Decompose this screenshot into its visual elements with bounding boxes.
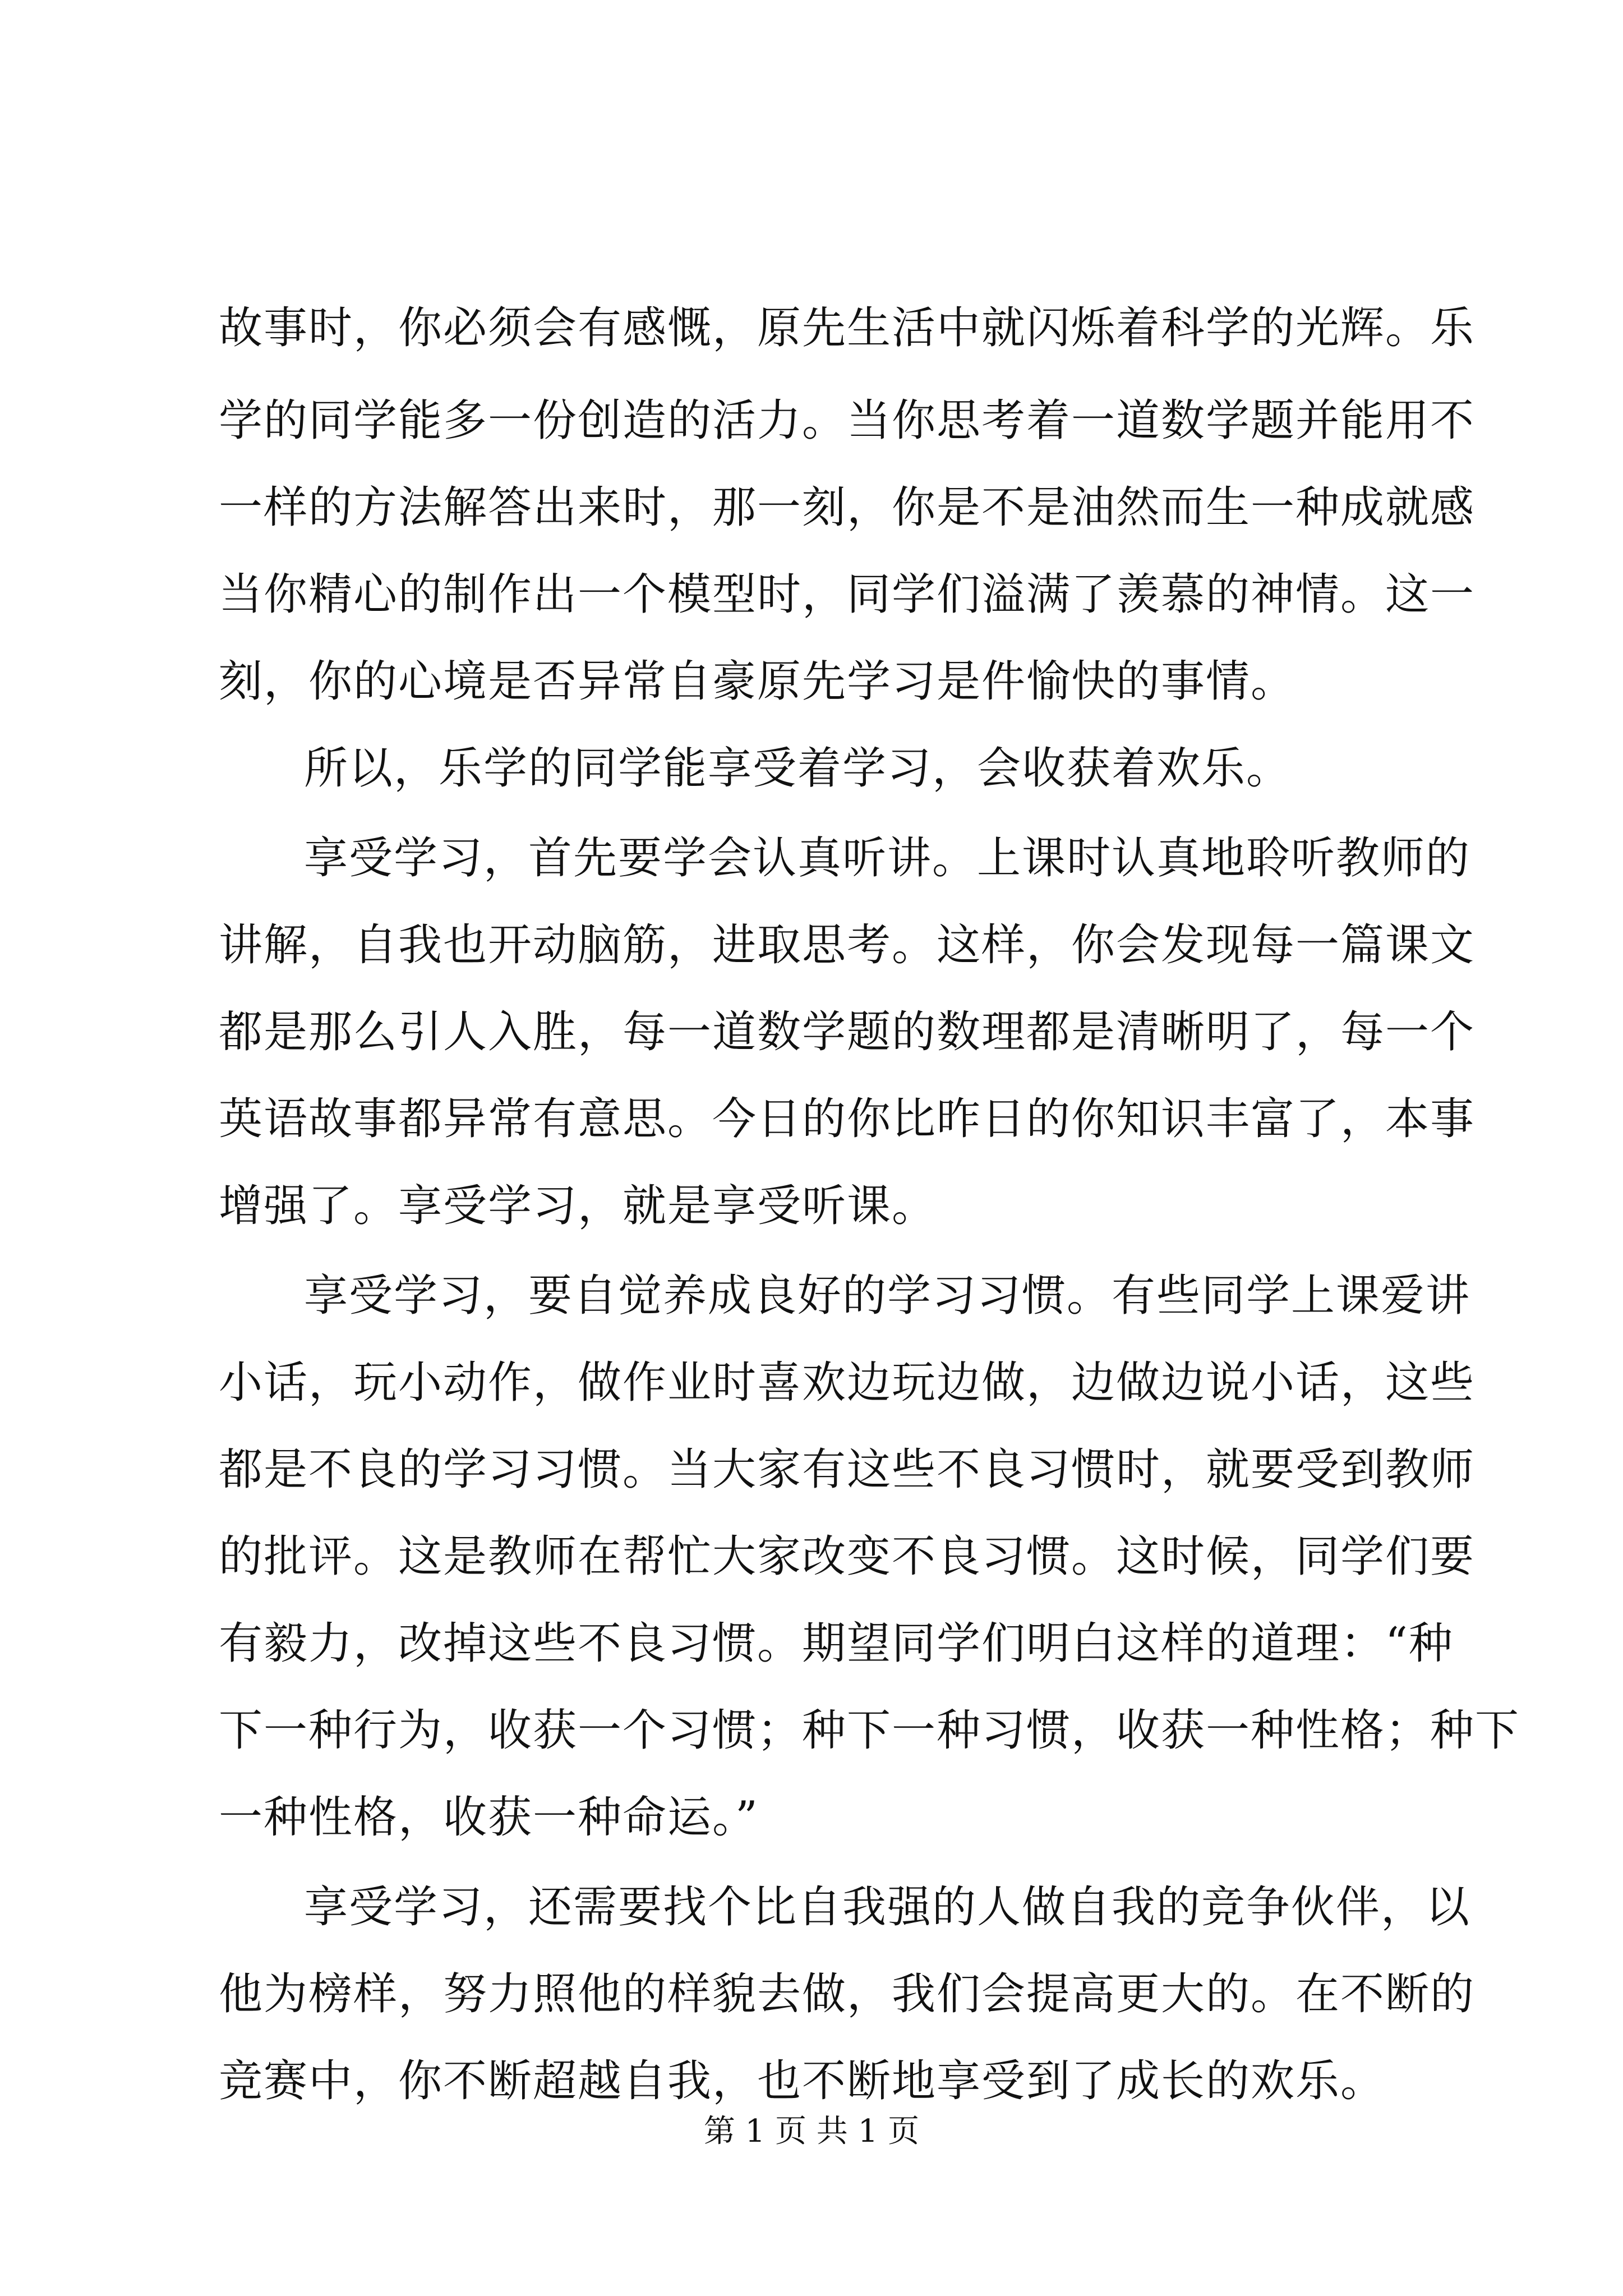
text-line: 下一种行为，收获一个习惯；种下一种习惯，收获一种性格；种下 — [219, 1705, 1520, 1756]
text-line: 刻，你的心境是否异常自豪原先学习是件愉快的事情。 — [219, 656, 1296, 707]
text-line: 一种性格，收获一种命运。” — [219, 1792, 759, 1843]
text-line: 学的同学能多一份创造的活力。当你思考着一道数学题并能用不 — [219, 395, 1476, 446]
paragraph-first-line: 所以，乐学的同学能享受着学习，会收获着欢乐。 — [304, 743, 1292, 794]
paragraph-first-line: 享受学习，要自觉养成良好的学习习惯。有些同学上课爱讲 — [304, 1271, 1471, 1321]
text-line: 都是那么引人入胜，每一道数学题的数理都是清晰明了，每一个 — [219, 1007, 1476, 1057]
text-line: 小话，玩小动作，做作业时喜欢边玩边做，边做边说小话，这些 — [219, 1358, 1476, 1408]
text-line: 英语故事都异常有意思。今日的你比昨日的你知识丰富了，本事 — [219, 1094, 1476, 1144]
text-line: 增强了。享受学习，就是享受听课。 — [219, 1181, 937, 1231]
text-line: 的批评。这是教师在帮忙大家改变不良习惯。这时候，同学们要 — [219, 1531, 1476, 1582]
text-line: 一样的方法解答出来时，那一刻，你是不是油然而生一种成就感 — [219, 482, 1476, 533]
paragraph-first-line: 享受学习，还需要找个比自我强的人做自我的竞争伙伴，以 — [304, 1882, 1471, 1932]
text-line: 当你精心的制作出一个模型时，同学们溢满了羡慕的神情。这一 — [219, 569, 1476, 620]
paragraph-first-line: 享受学习，首先要学会认真听讲。上课时认真地聆听教师的 — [304, 833, 1471, 884]
page-footer: 第 1 页 共 1 页 — [703, 2113, 920, 2150]
text-line: 都是不良的学习习惯。当大家有这些不良习惯时，就要受到教师 — [219, 1444, 1476, 1495]
text-line: 讲解，自我也开动脑筋，进取思考。这样，你会发现每一篇课文 — [219, 920, 1476, 970]
text-line: 他为榜样，努力照他的样貌去做，我们会提高更大的。在不断的 — [219, 1969, 1476, 2019]
text-line: 竞赛中，你不断超越自我，也不断地享受到了成长的欢乐。 — [219, 2056, 1386, 2106]
text-line: 故事时，你必须会有感慨，原先生活中就闪烁着科学的光辉。乐 — [219, 303, 1476, 353]
text-line: 有毅力，改掉这些不良习惯。期望同学们明白这样的道理：“种 — [219, 1618, 1454, 1669]
